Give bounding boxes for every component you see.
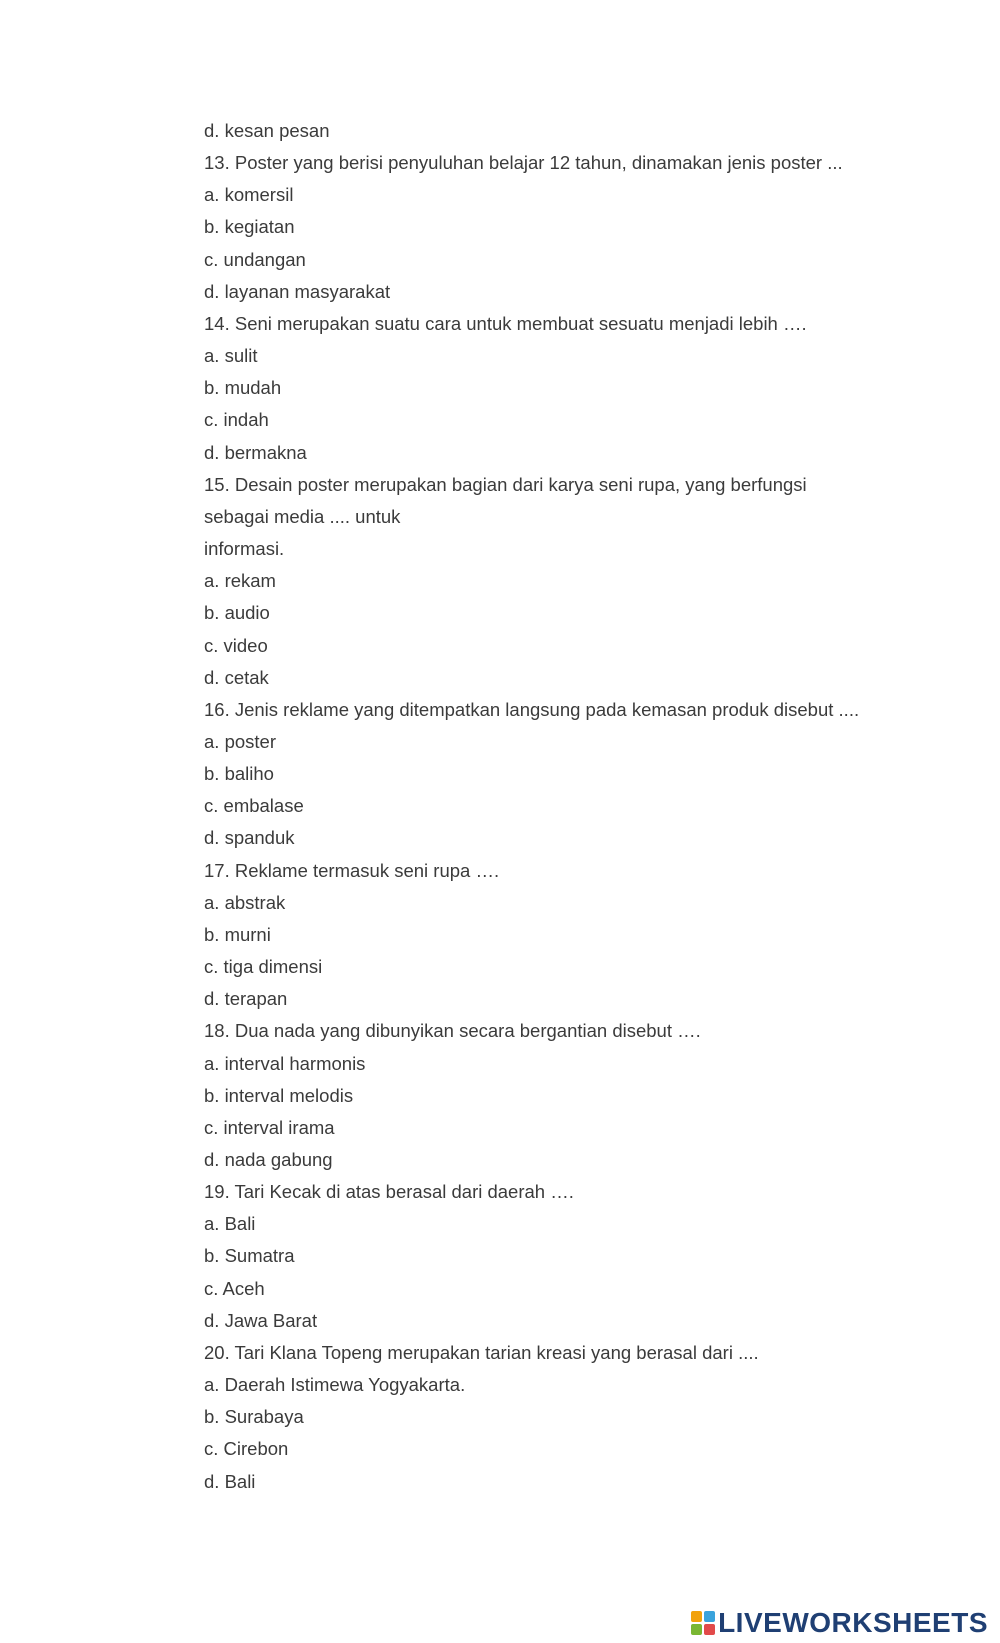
text-line: d. Jawa Barat <box>204 1309 318 1331</box>
text-line: a. sulit <box>204 345 258 367</box>
text-line: a. komersil <box>204 184 294 206</box>
text-line: d. Bali <box>204 1470 256 1492</box>
text-line: c. embalase <box>204 795 304 817</box>
text-line: a. Daerah Istimewa Yogyakarta. <box>204 1374 466 1396</box>
text-line: b. Sumatra <box>204 1245 295 1267</box>
question-line: 13. Poster yang berisi penyuluhan belajar 12 tahun, dinamakan jenis poster ... <box>204 152 843 174</box>
text-line: b. Surabaya <box>204 1406 304 1428</box>
text-line: d. cetak <box>204 666 269 688</box>
text-line: d. spanduk <box>204 827 295 849</box>
question-line: 17. Reklame termasuk seni rupa …. <box>204 859 500 881</box>
text-line: d. nada gabung <box>204 1149 333 1170</box>
text-line: a. rekam <box>204 570 276 592</box>
text-line: b. interval melodis <box>204 1084 354 1106</box>
text-line: c. Aceh <box>204 1277 265 1299</box>
question-line: 19. Tari Kecak di atas berasal dari daerah …. <box>204 1181 574 1203</box>
text-line: a. poster <box>204 730 276 752</box>
text-line: c. tiga dimensi <box>204 956 323 978</box>
watermark-text: LIVEWORKSHEETS <box>718 1607 988 1638</box>
text-line: c. interval irama <box>204 1116 335 1138</box>
text-line: b. baliho <box>204 763 274 785</box>
question-line: 14. Seni merupakan suatu cara untuk membuat sesuatu menjadi lebih …. <box>204 312 807 334</box>
text-line: c. Cirebon <box>204 1438 289 1460</box>
text-line: d. kesan pesan <box>204 120 330 141</box>
worksheet-text <box>204 115 904 1498</box>
text-line: d. terapan <box>204 988 288 1010</box>
text-line: b. audio <box>204 602 270 624</box>
logo-tile <box>691 1611 702 1622</box>
logo-tile <box>691 1624 702 1635</box>
text-line: c. indah <box>204 409 269 431</box>
text-line: informasi. <box>204 538 285 560</box>
text-line: b. kegiatan <box>204 216 295 238</box>
text-line: b. murni <box>204 923 271 945</box>
question-line: 20. Tari Klana Topeng merupakan tarian kreasi yang berasal dari .... <box>204 1341 759 1363</box>
text-line: a. Bali <box>204 1213 256 1235</box>
logo-tile <box>704 1611 715 1622</box>
question-line: 15. Desain poster merupakan bagian dari karya seni rupa, yang berfungsi <box>204 473 807 495</box>
logo-tile <box>704 1624 715 1635</box>
text-line: d. bermakna <box>204 441 307 463</box>
text-line: b. mudah <box>204 377 282 399</box>
text-line: sebagai media .... untuk <box>204 505 401 527</box>
text-line: c. video <box>204 634 268 656</box>
liveworksheets-watermark <box>691 1605 988 1641</box>
text-line: a. abstrak <box>204 891 286 913</box>
liveworksheets-logo-icon <box>691 1611 715 1635</box>
question-line: 18. Dua nada yang dibunyikan secara bergantian disebut …. <box>204 1020 701 1042</box>
text-line: c. undangan <box>204 248 306 270</box>
text-line: a. interval harmonis <box>204 1052 366 1074</box>
question-line: 16. Jenis reklame yang ditempatkan langsung pada kemasan produk disebut .... <box>204 698 860 720</box>
text-line: d. layanan masyarakat <box>204 280 391 302</box>
